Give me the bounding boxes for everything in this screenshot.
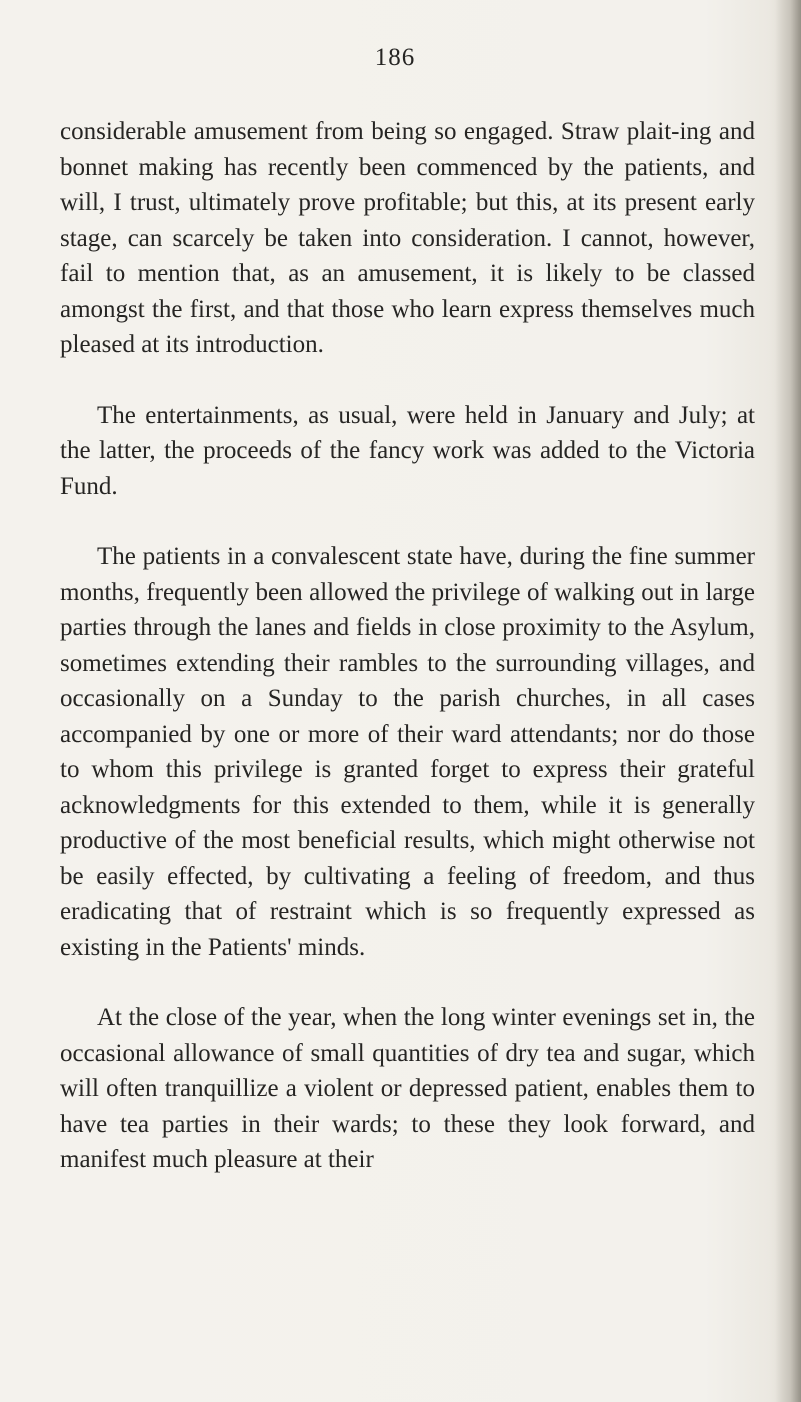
page-edge-shadow [775,0,801,1402]
page-number: 186 [374,44,416,71]
paragraph-1: considerable amusement from being so engaged. Straw plait-ing and bonnet making has recently been commenced by the patients, and will, I trust, ultimately prove profitable; but this, at its present early stage, can scarcely be taken into consideration. I cannot, however, fail to mention that, as an amusement, it is likely to be classed amongst the first, and that those who learn express themselves much pleased at its introduction. [60,118,755,358]
paragraph-4: At the close of the year, when the long winter evenings set in, the occasional allowance of small quantities of dry tea and sugar, which will often tranquillize a violent or depressed patient, enables them to have tea parties in their wards; to these they look forward, and manifest much pleasure at their [60,1004,755,1173]
paragraph-3: The patients in a convalescent state have, during the fine summer months, frequently been allowed the privilege of walking out in large parties through the lanes and fields in close proximity to the Asylum, sometimes extending their rambles to the surrounding villages, and occasionally on a Sunday to the parish churches, in all cases accompanied by one or more of their ward attendants; nor do those to whom this privilege is granted forget to express their grateful acknowledgments for this extended to them, while it is generally productive of the most beneficial results, which might otherwise not be easily effected, by cultivating a feeling of freedom, and thus eradicating that of restraint which is so frequently expressed as existing in the Patients' minds. [60,543,755,961]
paragraph-2: The entertainments, as usual, were held in January and July; at the latter, the proceeds of the fancy work was added to the Victoria Fund. [60,401,755,500]
body-text [60,114,755,1213]
